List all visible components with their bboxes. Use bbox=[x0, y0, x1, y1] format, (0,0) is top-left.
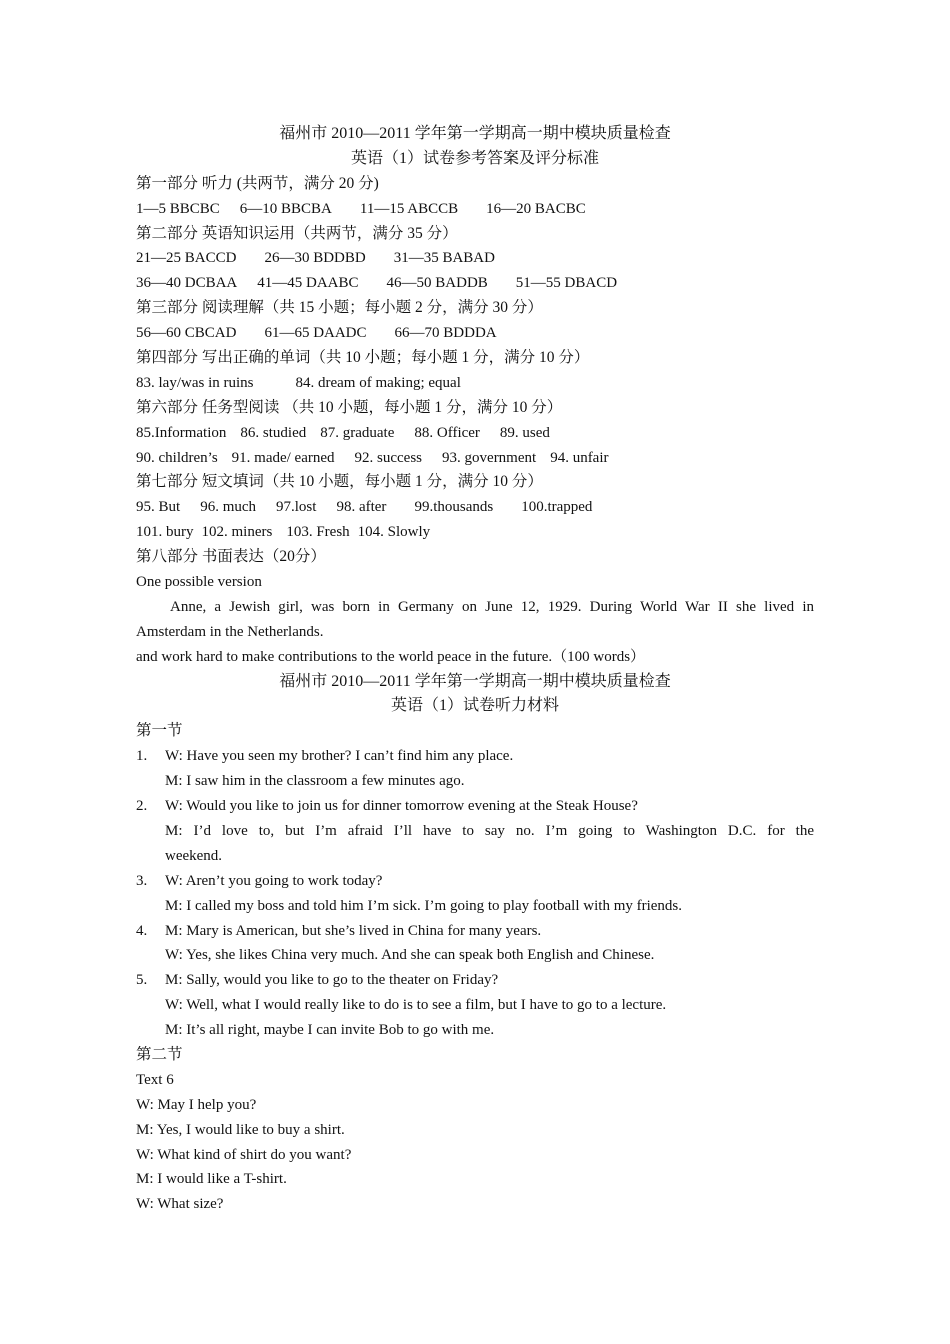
answer-group: 56—60 CBCAD bbox=[136, 325, 237, 342]
dialogue-item bbox=[136, 919, 814, 944]
part2-heading: 第二部分 英语知识运用（共两节，满分 35 分） bbox=[136, 224, 458, 242]
answer-group: 95. But bbox=[136, 499, 181, 516]
answer-group: 87. graduate bbox=[320, 424, 395, 441]
answer-key-subtitle: 英语（1）试卷参考答案及评分标准 bbox=[350, 149, 599, 167]
dialogue-line: W: What size? bbox=[136, 1196, 224, 1213]
part2-answers-row2 bbox=[136, 271, 814, 296]
answer-group: 83. lay/was in ruins bbox=[136, 374, 254, 391]
answer-group: 41—45 DAABC bbox=[257, 275, 359, 292]
listening-title: 福州市 2010—2011 学年第一学期高一期中模块质量检查 bbox=[279, 672, 671, 690]
answer-group: 91. made/ earned bbox=[231, 449, 335, 466]
answer-group: 101. bury bbox=[136, 524, 194, 541]
item-number: 4. bbox=[136, 922, 148, 939]
sample-essay-line: Amsterdam in the Netherlands. bbox=[136, 623, 324, 640]
part1-answers bbox=[136, 197, 814, 222]
dialogue-line: M: Yes, I would like to buy a shirt. bbox=[136, 1121, 345, 1138]
dialogue-item bbox=[136, 869, 814, 894]
dialogue-line: W: Well, what I would really like to do is to see a film, but I have to go to a lecture. bbox=[165, 997, 667, 1014]
answer-group: 100.trapped bbox=[521, 499, 593, 516]
answer-group: 26—30 BDDBD bbox=[264, 250, 366, 267]
answer-group: 16—20 BACBC bbox=[486, 200, 586, 217]
dialogue-line: W: What kind of shirt do you want? bbox=[136, 1146, 352, 1163]
listening-subtitle: 英语（1）试卷听力材料 bbox=[390, 697, 559, 715]
item-number: 2. bbox=[136, 798, 148, 815]
answer-group: 85.Information bbox=[136, 424, 227, 441]
part4-heading: 第四部分 写出正确的单词（共 10 小题；每小题 1 分，满分 10 分） bbox=[136, 349, 590, 367]
part7-answers-row2 bbox=[136, 520, 814, 545]
item-number: 3. bbox=[136, 872, 148, 889]
dialogue-line: M: I would like a T-shirt. bbox=[136, 1171, 287, 1188]
answer-group: 86. studied bbox=[240, 424, 307, 441]
answer-group: 102. miners bbox=[201, 524, 273, 541]
dialogue-item bbox=[136, 968, 814, 993]
part6-answers-row2 bbox=[136, 446, 814, 471]
answer-group: 98. after bbox=[336, 499, 387, 516]
answer-group: 21—25 BACCD bbox=[136, 250, 237, 267]
sample-essay-line: and work hard to make contributions to the world peace in the future.（100 words） bbox=[136, 648, 646, 665]
part8-heading: 第八部分 书面表达（20分） bbox=[136, 548, 326, 566]
answer-group: 61—65 DAADC bbox=[264, 325, 367, 342]
part3-heading: 第三部分 阅读理解（共 15 小题；每小题 2 分，满分 30 分） bbox=[136, 299, 543, 317]
dialogue-line: W: Aren’t you going to work today? bbox=[165, 872, 383, 889]
answer-group: 89. used bbox=[499, 424, 550, 441]
dialogue-line: M: Sally, would you like to go to the theater on Friday? bbox=[165, 972, 499, 989]
answer-key-title: 福州市 2010—2011 学年第一学期高一期中模块质量检查 bbox=[279, 125, 671, 142]
dialogue-line: weekend. bbox=[165, 847, 223, 864]
part1-heading: 第一部分 听力 (共两节，满分 20 分) bbox=[136, 174, 379, 192]
item-number: 1. bbox=[136, 748, 148, 765]
answer-group: 84. dream of making; equal bbox=[295, 374, 461, 391]
section2-heading: 第二节 bbox=[136, 1045, 183, 1063]
answer-group: 104. Slowly bbox=[357, 524, 431, 541]
answer-group: 31—35 BABAD bbox=[393, 250, 495, 267]
part4-answers bbox=[136, 371, 814, 396]
dialogue-line: M: It’s all right, maybe I can invite Bob to go with me. bbox=[165, 1022, 495, 1039]
answer-group: 99.thousands bbox=[414, 499, 494, 516]
part2-answers-row1 bbox=[136, 246, 814, 271]
answer-group: 11—15 ABCCB bbox=[359, 200, 459, 217]
text6-label: Text 6 bbox=[136, 1071, 174, 1088]
part3-answers bbox=[136, 321, 814, 346]
answer-group: 92. success bbox=[354, 449, 423, 466]
dialogue-line: M: I called my boss and told him I’m sick. I’m going to play football with my friends. bbox=[165, 897, 683, 914]
dialogue-item bbox=[136, 794, 814, 819]
answer-group: 97.lost bbox=[276, 499, 317, 516]
answer-group: 90. children’s bbox=[136, 449, 218, 466]
answer-group: 46—50 BADDB bbox=[386, 275, 488, 292]
dialogue-item bbox=[136, 744, 814, 769]
sample-essay-line: Anne, a Jewish girl, was born in Germany on June 12, 1929. During World War II she lived in bbox=[170, 598, 814, 615]
answer-group: 1—5 BBCBC bbox=[136, 200, 220, 217]
section1-heading: 第一节 bbox=[136, 722, 183, 740]
answer-group: 93. government bbox=[442, 449, 537, 466]
part6-heading: 第六部分 任务型阅读 （共 10 小题，每小题 1 分，满分 10 分） bbox=[136, 398, 563, 416]
dialogue-line: M: I’d love to, but I’m afraid I’ll have to say no. I’m going to Washington D.C. for the bbox=[165, 822, 814, 839]
document-page bbox=[136, 122, 814, 1217]
dialogue-line: W: May I help you? bbox=[136, 1096, 257, 1113]
answer-group: 96. much bbox=[200, 499, 257, 516]
answer-group: 36—40 DCBAA bbox=[136, 275, 238, 292]
answer-group: 51—55 DBACD bbox=[515, 275, 618, 292]
part7-answers-row1 bbox=[136, 495, 814, 520]
answer-group: 88. Officer bbox=[414, 424, 480, 441]
answer-group: 6—10 BBCBA bbox=[239, 200, 332, 217]
dialogue-line: W: Would you like to join us for dinner tomorrow evening at the Steak House? bbox=[165, 798, 638, 815]
dialogue-line: M: Mary is American, but she’s lived in China for many years. bbox=[165, 922, 542, 939]
answer-group: 94. unfair bbox=[550, 449, 609, 466]
dialogue-line: W: Have you seen my brother? I can’t find him any place. bbox=[165, 748, 514, 765]
answer-group: 103. Fresh bbox=[286, 524, 350, 541]
dialogue-line: M: I saw him in the classroom a few minutes ago. bbox=[165, 773, 465, 790]
item-number: 5. bbox=[136, 972, 148, 989]
answer-group: 66—70 BDDDA bbox=[394, 325, 497, 342]
part7-heading: 第七部分 短文填词（共 10 小题，每小题 1 分，满分 10 分） bbox=[136, 473, 543, 491]
dialogue-line: W: Yes, she likes China very much. And she can speak both English and Chinese. bbox=[165, 947, 655, 964]
sample-label: One possible version bbox=[136, 574, 262, 591]
part6-answers-row1 bbox=[136, 421, 814, 446]
